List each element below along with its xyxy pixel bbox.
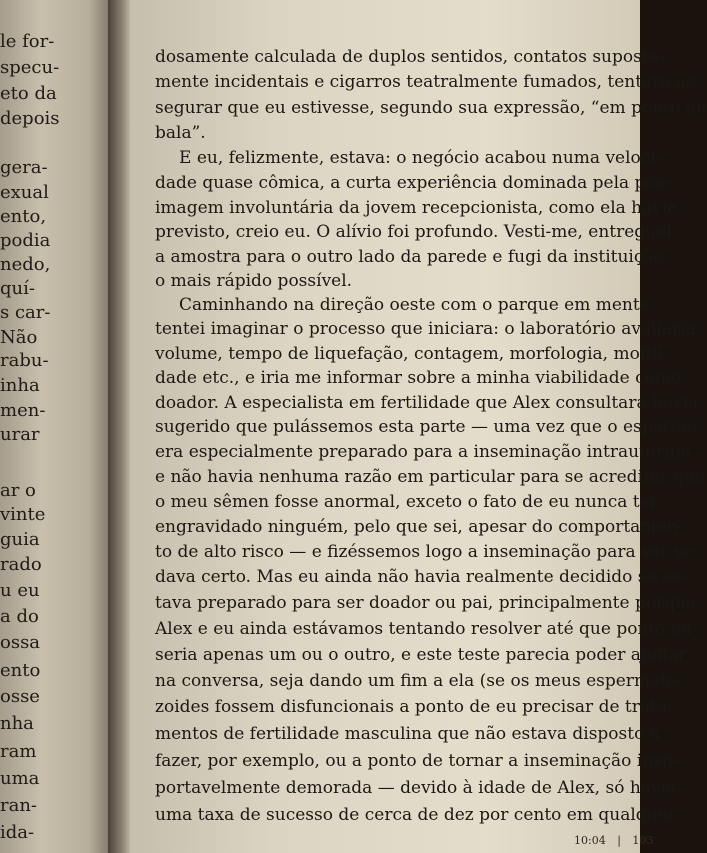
text-line-17: era especialmente preparado para a inseminação intrauterina [155,442,691,462]
left-fragment-24: ento [0,660,41,681]
text-line-25: seria apenas um ou o outro, e este teste parecia poder ajudar [155,645,687,665]
text-line-21: to de alto risco — e fizéssemos logo a inseminação para ver se [155,542,694,562]
text-line-2: mente incidentais e cigarros teatralmente fumados, tentara as- [155,72,701,92]
text-line-19: o meu sêmen fosse anormal, exceto o fato de eu nunca ter [155,492,658,512]
left-fragment-21: u eu [0,580,40,601]
page-number: 103 [632,834,654,847]
text-line-30: portavelmente demorada — devido à idade de Alex, só havia [155,778,677,798]
left-fragment-2: specu- [0,57,60,78]
text-line-8: previsto, creio eu. O alívio foi profundo. Vesti-me, entreguei [155,222,672,242]
left-fragment-28: uma [0,768,40,789]
text-line-23: tava preparado para ser doador ou pai, principalmente porque [155,593,697,613]
left-fragment-29: ran- [0,795,38,816]
left-fragment-12: Não [0,327,38,348]
text-line-5: E eu, felizmente, estava: o negócio acabou numa veloci- [179,148,662,168]
text-line-13: volume, tempo de liquefação, contagem, morfologia, motili- [155,344,669,364]
text-line-31: uma taxa de sucesso de cerca de dez por cento em qualquer [155,805,676,825]
text-line-3: segurar que eu estivesse, segundo sua expressão, “em ponto de [155,98,707,118]
text-line-16: sugerido que pulássemos esta parte — uma vez que o esperma [155,417,698,437]
left-fragment-15: men- [0,400,46,421]
text-line-15: doador. A especialista em fertilidade que Alex consultara havia [155,393,699,413]
text-line-24: Alex e eu ainda estávamos tentando resolver até que ponto eu [155,619,692,639]
left-fragment-18: vinte [0,504,46,525]
right-page [130,0,707,853]
text-line-14: dade etc., e iria me informar sobre a minha viabilidade como [155,368,682,388]
left-fragment-17: ar o [0,480,36,501]
text-line-9: a amostra para o outro lado da parede e fugi da instituição [155,247,664,267]
text-line-18: e não havia nenhuma razão em particular para se acreditar que [155,467,706,487]
left-fragment-6: exual [0,182,49,203]
text-line-1: dosamente calculada de duplos sentidos, contatos suposta- [155,47,665,67]
left-fragment-23: ossa [0,632,41,653]
text-line-10: o mais rápido possível. [155,271,353,291]
left-fragment-26: nha [0,713,34,734]
left-fragment-25: osse [0,686,40,707]
left-fragment-11: s car- [0,302,51,323]
text-line-22: dava certo. Mas eu ainda não havia realmente decidido se es- [155,567,687,587]
left-fragment-1: le for- [0,31,55,52]
left-page [0,0,118,853]
left-fragment-7: ento, [0,206,47,227]
left-fragment-14: inha [0,375,40,396]
left-fragment-9: nedo, [0,254,51,275]
text-line-6: dade quase cômica, a curta experiência dominada pela pós- [155,173,671,193]
left-fragment-5: gera- [0,157,48,178]
page-footer [574,834,653,847]
left-fragment-20: rado [0,554,42,575]
left-fragment-30: ida- [0,822,35,843]
text-line-12: tentei imaginar o processo que iniciara: o laboratório avaliaria [155,319,696,339]
text-line-26: na conversa, seja dando um fim a ela (se os meus espermato- [155,671,684,691]
text-line-7: imagem involuntária da jovem recepcionista, como ela havia [155,198,678,218]
text-line-11: Caminhando na direção oeste com o parque em mente, [179,295,656,315]
left-fragment-19: guia [0,529,40,550]
text-line-27: zoides fossem disfuncionais a ponto de eu precisar de trata- [155,697,673,717]
text-line-4: bala”. [155,123,206,143]
text-line-20: engravidado ninguém, pelo que sei, apesar do comportamen- [155,517,684,537]
left-fragment-4: depois [0,108,60,129]
left-fragment-22: a do [0,606,39,627]
left-fragment-13: rabu- [0,350,49,371]
footer-separator: | [617,834,621,847]
text-line-28: mentos de fertilidade masculina que não estava disposto a [155,724,660,744]
running-title: 10:04 [574,834,606,847]
left-fragment-27: ram [0,741,37,762]
left-fragment-8: podia [0,230,51,251]
left-fragment-3: eto da [0,83,57,104]
left-fragment-16: urar [0,424,40,445]
text-line-29: fazer, por exemplo, ou a ponto de tornar a inseminação insu- [155,751,679,771]
left-fragment-10: quí- [0,278,35,299]
